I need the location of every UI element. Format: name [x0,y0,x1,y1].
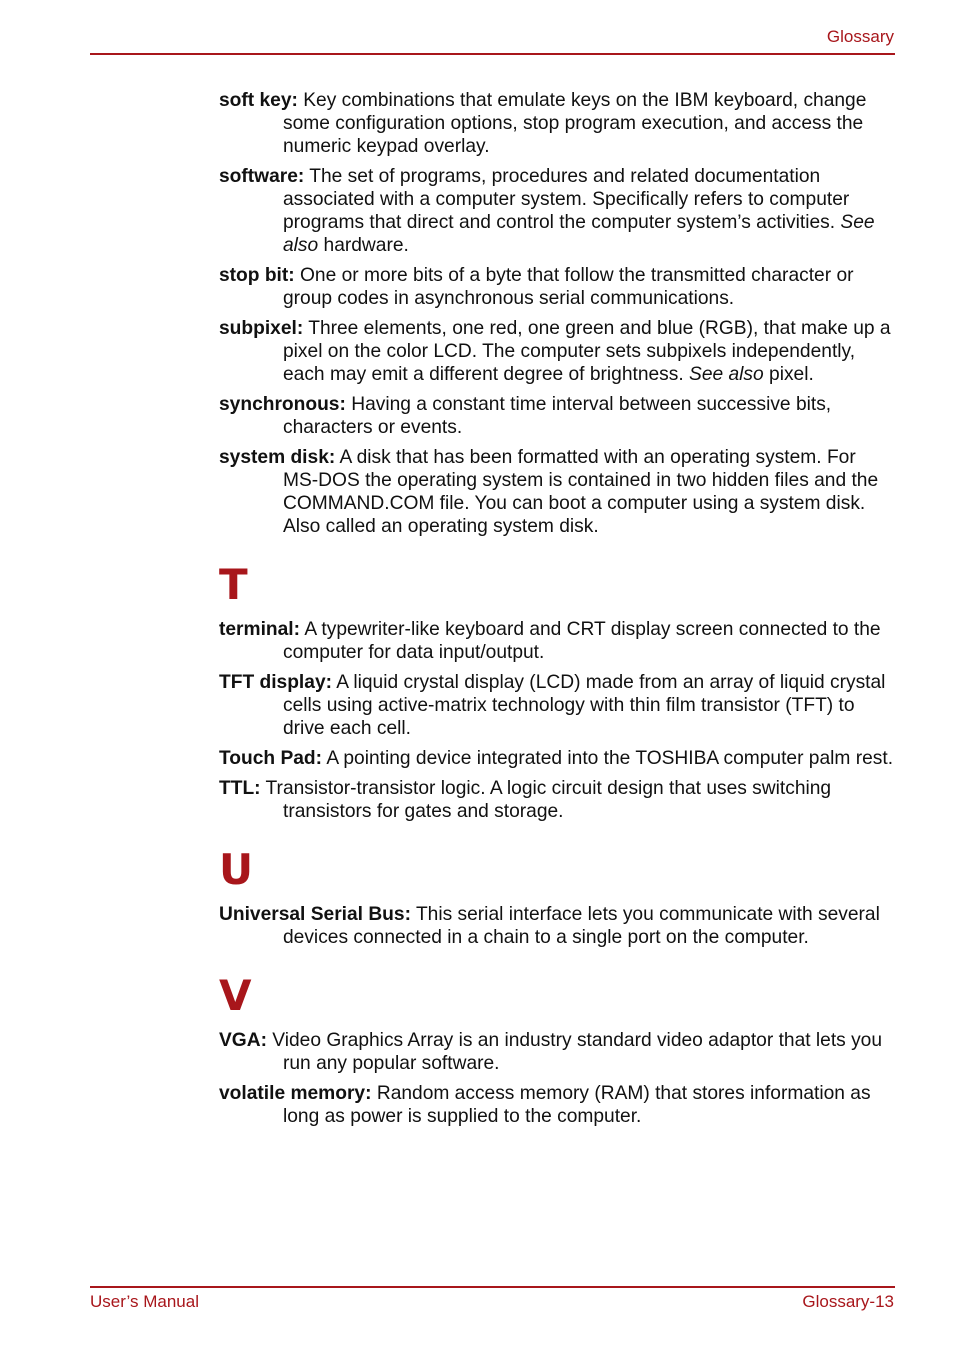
section-u [219,845,895,949]
glossary-entry [219,618,895,664]
entry-text: Video Graphics Array is an industry standard video adaptor that lets you run any popular software. [266,1030,883,1074]
glossary-entry [219,89,895,158]
glossary-entry [219,393,895,439]
entry-text: A liquid crystal display (LCD) made from an array of liquid crystal cells using active-matrix technology with thin film transistor (TFT) to drive each cell. [283,672,886,739]
glossary-entry [219,777,895,823]
entry-term: subpixel: [219,318,304,339]
see-also-target: hardware. [318,235,409,256]
entry-text: A disk that has been formatted with an operating system. For MS-DOS the operating system is contained in two hidden files and the COMMAND.COM file. You can boot a computer using a system disk. Also called an operating system disk. [283,447,879,537]
entry-term: Universal Serial Bus: [219,904,411,925]
entry-text: A typewriter-like keyboard and CRT display screen connected to the computer for data input/output. [283,619,881,663]
entry-term: software: [219,166,305,187]
section-letter-v: V [219,971,252,1020]
glossary-entry [219,1082,895,1128]
section-letter-t: T [219,560,248,609]
entry-term: volatile memory: [219,1083,372,1104]
section-s [219,89,895,538]
see-also-label: See also [689,364,764,385]
footer-page-number: Glossary-13 [802,1292,894,1311]
footer-rule [90,1286,895,1288]
section-letter-u: U [219,845,254,894]
entry-term: terminal: [219,619,301,640]
glossary-entry [219,165,895,257]
entry-text: Having a constant time interval between successive bits, characters or events. [283,394,832,438]
glossary-entry [219,446,895,538]
section-v [219,971,895,1128]
glossary-entry [219,747,895,770]
header-title: Glossary [826,27,894,46]
glossary-entry [219,317,895,386]
entry-term: TTL: [219,778,261,799]
see-also-label: See also [283,212,875,256]
glossary-entry [219,903,895,949]
entry-term: system disk: [219,447,336,468]
entry-text: Random access memory (RAM) that stores information as long as power is supplied to the computer. [283,1083,871,1127]
section-t [219,560,895,823]
entry-term: Touch Pad: [219,748,323,769]
footer-manual-title: User’s Manual [90,1292,199,1311]
glossary-content [219,89,895,1135]
entry-term: synchronous: [219,394,346,415]
entry-text: The set of programs, procedures and related documentation associated with a computer system. Specifically refers to computer programs that direct and control the computer system’s activities. [283,166,850,233]
see-also-target: pixel. [763,364,814,385]
entry-term: VGA: [219,1030,267,1051]
entry-text: One or more bits of a byte that follow the transmitted character or group codes in asynchronous serial communications. [283,265,854,309]
entry-term: stop bit: [219,265,295,286]
entry-text: Three elements, one red, one green and blue (RGB), that make up a pixel on the color LCD. The computer sets subpixels independently, each may emit a different degree of brightness. [283,318,891,385]
glossary-entry [219,671,895,740]
entry-term: TFT display: [219,672,332,693]
entry-text: This serial interface lets you communicate with several devices connected in a chain to a single port on the computer. [283,904,880,948]
entry-term: soft key: [219,90,298,111]
header-rule [90,53,895,55]
entry-text: A pointing device integrated into the TOSHIBA computer palm rest. [322,748,894,769]
glossary-entry [219,264,895,310]
glossary-entry [219,1029,895,1075]
entry-text: Key combinations that emulate keys on the IBM keyboard, change some configuration options, stop program execution, and access the numeric keypad overlay. [283,90,867,157]
entry-text: Transistor-transistor logic. A logic circuit design that uses switching transistors for gates and storage. [260,778,832,822]
